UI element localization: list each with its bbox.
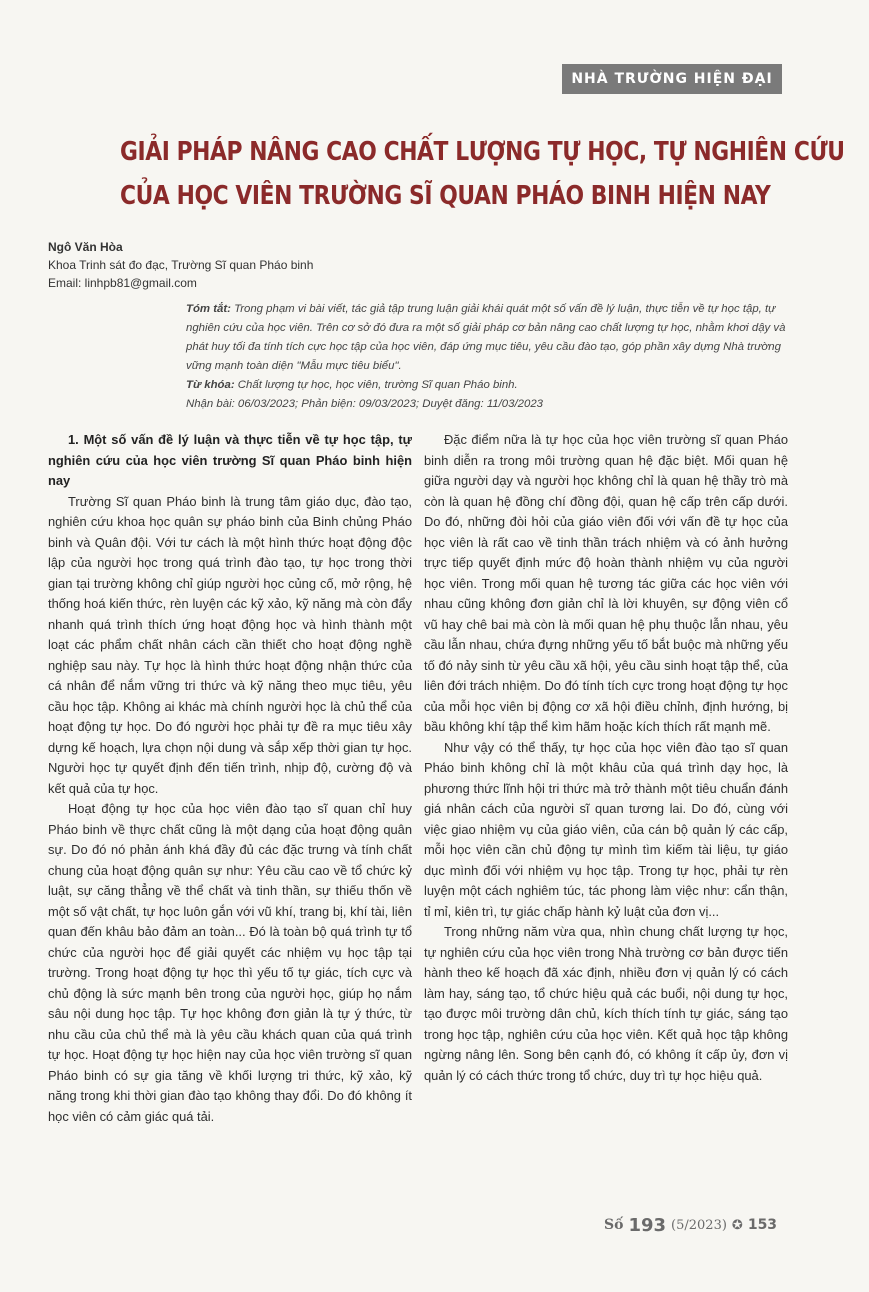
dates: Nhận bài: 06/03/2023; Phản biện: 09/03/2023; Duyệt đăng: 11/03/2023 <box>186 398 543 410</box>
issue-date: (5/2023) <box>671 1217 727 1233</box>
section-heading-1: 1. Một số vấn đề lý luận và thực tiễn về tự học tập, tự nghiên cứu của học viên trường Sĩ quan Pháo binh hiện nay <box>48 432 412 488</box>
keywords <box>186 376 786 395</box>
author-affiliation: Khoa Trinh sát đo đạc, Trường Sĩ quan Pháo binh <box>48 258 314 272</box>
section-header <box>562 64 782 94</box>
paragraph-4: Như vậy có thể thấy, tự học của học viên đào tạo sĩ quan Pháo binh không chỉ là một khâu của quá trình dạy học, là phương thức lĩnh hội tri thức mà trở thành một tiêu chuẩn đánh giá nhân cách của người sĩ quan tương lai. Do đó, cùng với việc giao nhiệm vụ của giáo viên, của cán bộ quản lý các cấp, mỗi học viên cần chủ động tự mình tìm kiếm tài liệu, tự giáo dục mình đối với nhiệm vụ học tập. Trong tự học, phải tự rèn luyện một cách nghiêm túc, tác phong làm việc như: cẩn thận, tỉ mỉ, kiên trì, tự giác chấp hành kỷ luật của đơn vị... <box>424 739 788 919</box>
issue-number: 193 <box>628 1214 667 1236</box>
abstract-text: Trong phạm vi bài viết, tác giả tập trung luận giải khái quát một số vấn đề lý luận, thực tiễn về tự học tập, tự nghiên cứu của học viên. Trên cơ sở đó đưa ra một số giải pháp cơ bản nâng cao chất lượng tự học, nhằm khơi dậy và phát huy tối đa tính tích cực học tập của học viên, đáp ứng mục tiêu, yêu cầu đào tạo, góp phần xây dựng Nhà trường vững mạnh toàn diện "Mẫu mực tiêu biểu". <box>186 303 786 372</box>
abstract-block <box>186 300 786 414</box>
title-line-1: GIẢI PHÁP NÂNG CAO CHẤT LƯỢNG TỰ HỌC, TỰ NGHIÊN CỨU <box>120 137 845 167</box>
issue-label: Số <box>604 1217 624 1233</box>
abstract <box>186 300 786 376</box>
author-name: Ngô Văn Hòa <box>48 240 123 254</box>
body-column-right <box>424 430 788 1086</box>
keywords-text: Chất lượng tự học, học viên, trường Sĩ quan Pháo binh. <box>234 379 518 391</box>
title-line-2: CỦA HỌC VIÊN TRƯỜNG SĨ QUAN PHÁO BINH HIỆN NAY <box>120 181 771 211</box>
paragraph-5: Trong những năm vừa qua, nhìn chung chất lượng tự học, tự nghiên cứu của học viên trong Nhà trường cơ bản được tiến hành theo kế hoạch đã xác định, nhiều đơn vị quản lý có cách làm hay, sáng tạo, tổ chức hiệu quả các buổi, nội dung tự học, tạo được môi trường dân chủ, kích thích tính tự giác, sáng tạo trong học tập, nghiên cứu của học viên. Kết quả học tập không ngừng nâng lên. Song bên cạnh đó, có không ít cấp ủy, đơn vị quản lý có cách thức trong tổ chức, duy trì tự học hiệu quả. <box>424 924 788 1083</box>
star-separator-icon: ✪ <box>731 1217 743 1232</box>
abstract-label: Tóm tắt: <box>186 303 231 315</box>
keywords-label: Từ khóa: <box>186 379 235 391</box>
page-number: 153 <box>747 1217 778 1233</box>
paragraph-2: Hoạt động tự học của học viên đào tạo sĩ quan chỉ huy Pháo binh về thực chất cũng là một dạng của hoạt động quân sự. Do đó nó phản ánh khá đầy đủ các đặc trưng và tính chất chung của hoạt động quân sự như: Yêu cầu cao về tổ chức kỷ luật, sự căng thẳng về thể chất và tinh thần, sự thiếu thốn về một số vật chất, tự học luôn gắn với vũ khí, trang bị, khí tài, liên quan đến khâu bảo đảm an toàn... Đó là toàn bộ quá trình tự tổ chức của người học để giải quyết các nhiệm vụ học tập tại trường. Trong hoạt động tự học thì yếu tố tự giác, tích cực và chủ động là sức mạnh bên trong của người học, giúp họ nắm sâu nội dung học tập. Tự học không đơn giản là tự ý thức, từ nhu cầu của chủ thể mà là yêu cầu khách quan của quá trình tự học. Hoạt động tự học hiện nay của học viên trường sĩ quan Pháo binh có sự gia tăng về khối lượng tri thức, kỹ xảo, kỹ năng trong khi thời gian đào tạo không thay đổi. Do đó không ít học viên có cảm giác quá tải. <box>48 801 412 1124</box>
body-column-left <box>48 430 412 1127</box>
author-email: Email: linhpb81@gmail.com <box>48 276 197 290</box>
paragraph-3: Đặc điểm nữa là tự học của học viên trường sĩ quan Pháo binh diễn ra trong môi trường quan hệ đặc biệt. Mối quan hệ giữa người dạy và người học không chỉ là quan hệ thầy trò mà còn là quan hệ đồng chí đồng đội, quan hệ cấp trên cấp dưới. Do đó, những đòi hỏi của giáo viên đối với vấn đề tự học của học viên là rất cao về tinh thần trách nhiệm và có ảnh hưởng trực tiếp quyết định mức độ hoàn thành nhiệm vụ của người học viên. Trong mối quan hệ tương tác giữa các học viên với nhau cũng không đơn giản chỉ là lời khuyên, sự động viên cổ vũ hay chê bai mà còn là mối quan hệ phụ thuộc lẫn nhau, yêu cầu lẫn nhau, chứa đựng những yếu tố bắt buộc mà những yếu tố đó nảy sinh từ yêu cầu xã hội, yêu cầu sinh hoạt tập thể, của liên đới trách nhiệm. Do đó tính tích cực trong hoạt động tự học của mỗi học viên bị động cơ xã hội điều chỉnh, định hướng, bị bầu không khí tập thể kìm hãm hoặc kích thích rất mạnh mẽ. <box>424 432 788 734</box>
paragraph-1: Trường Sĩ quan Pháo binh là trung tâm giáo dục, đào tạo, nghiên cứu khoa học quân sự pháo binh của Binh chủng Pháo binh và Quân đội. Với tư cách là một hình thức hoạt động độc lập của người học trong quá trình đào tạo, tự học trong thời gian tại trường không chỉ giúp người học củng cố, mở rộng, hệ thống hoá kiến thức, rèn luyện các kỹ xảo, kỹ năng mà còn đẩy nhanh quá trình thích ứng hoạt động học và hình thành một loạt các phẩm chất nhân cách cần thiết cho hoạt động nghề nghiệp sau này. Tự học là hình thức hoạt động nhận thức của cá nhân để nắm vững tri thức và kỹ năng theo mục tiêu, yêu cầu học tập. Không ai khác mà chính người học là chủ thể của hoạt động tự học. Do đó người học phải tự đề ra mục tiêu xây dựng kế hoạch, lựa chọn nội dung và sắp xếp thời gian tự học. Người học tự quyết định đến tiến trình, nhịp độ, cường độ và kết quả của tự học. <box>48 493 412 796</box>
page-footer <box>604 1210 784 1240</box>
author-block <box>48 238 548 292</box>
section-label: NHÀ TRƯỜNG HIỆN ĐẠI <box>571 71 773 87</box>
article-title <box>120 130 845 218</box>
